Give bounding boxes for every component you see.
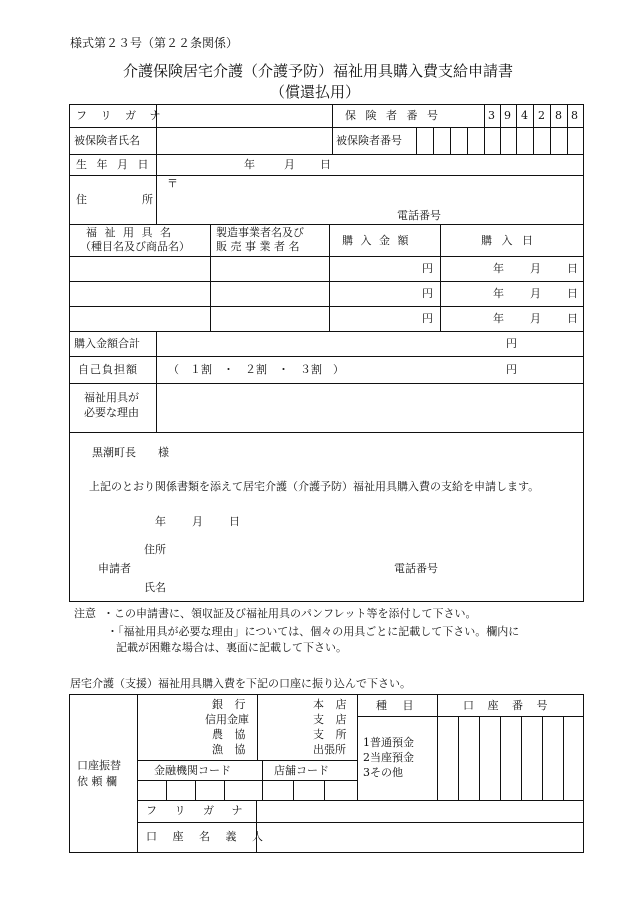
- date-header: 購 入 日: [481, 234, 536, 247]
- insured-number-label: 被保険者番号: [336, 134, 402, 147]
- row1-month: 月: [530, 262, 541, 275]
- birth-day-label: 日: [320, 158, 331, 171]
- branch-type-office[interactable]: 支 所: [313, 728, 351, 741]
- row2-year: 年: [493, 287, 504, 300]
- row2-yen: 円: [422, 287, 433, 300]
- row3-yen: 円: [422, 312, 433, 325]
- equipment-name-header: 福 祉 用 具 名: [86, 226, 173, 239]
- birthdate-label: 生 年 月 日: [76, 158, 152, 171]
- address-label-2: 所: [142, 193, 153, 206]
- note-line-1: ・この申請書に、領収証及び福祉用具のパンフレット等を添付して下さい。: [103, 607, 477, 620]
- note-line-3: 記載が困難な場合は、裏面に記載して下さい。: [116, 641, 347, 654]
- bank-code-label: 金融機関コード: [154, 764, 231, 777]
- row3-day: 日: [567, 312, 578, 325]
- account-number-header: 口 座 番 号: [463, 699, 553, 712]
- address-label-1: 住: [76, 193, 87, 206]
- declaration-month: 月: [192, 515, 203, 528]
- insured-number-field[interactable]: [417, 128, 583, 153]
- birth-month-label: 月: [284, 158, 295, 171]
- note-line-2: ・「福祉用具が必要な理由」については、個々の用具ごとに記載して下さい。欄内に: [107, 625, 520, 638]
- reason-field[interactable]: [157, 384, 583, 431]
- postal-mark: 〒: [167, 177, 178, 190]
- account-type-header: 種 目: [376, 699, 420, 712]
- total-label: 購入金額合計: [74, 337, 140, 350]
- address-field[interactable]: [157, 176, 583, 223]
- equipment-name-subheader: （種目名及び商品名）: [80, 240, 190, 253]
- form-title: 介護保険居宅介護（介護予防）福祉用具購入費支給申請書: [123, 62, 514, 80]
- insurer-digit-4: 2: [538, 109, 545, 122]
- account-furigana-label: フ リ ガ ナ: [146, 804, 250, 817]
- form-subtitle: （償還払用）: [270, 83, 361, 101]
- declaration-statement: 上記のとおり関係書類を添えて居宅介護（介護予防）福祉用具購入費の支給を申請します。: [89, 480, 540, 493]
- branch-type-main[interactable]: 本 店: [313, 698, 351, 711]
- amount-header: 購 入 金 額: [342, 234, 411, 247]
- account-type-ordinary[interactable]: 1普通預金: [363, 736, 414, 749]
- branch-type-branch[interactable]: 支 店: [313, 713, 351, 726]
- account-name-field[interactable]: [257, 823, 583, 852]
- copay-options[interactable]: （ １割 ・ ２割 ・ ３割 ）: [168, 363, 344, 376]
- declaration-day: 日: [229, 515, 240, 528]
- addressee: 黒潮町長 様: [92, 446, 169, 459]
- row3-year: 年: [493, 312, 504, 325]
- copay-label: 自己負担額: [78, 363, 138, 376]
- insured-name-label: 被保険者氏名: [74, 134, 140, 147]
- form-number: 様式第２３号（第２２条関係）: [70, 36, 239, 50]
- row2-day: 日: [567, 287, 578, 300]
- row1-day: 日: [567, 262, 578, 275]
- reason-label-2: 必要な理由: [84, 406, 139, 419]
- applicant-name-label: 氏名: [144, 581, 166, 594]
- reason-label-1: 福祉用具が: [84, 391, 139, 404]
- insurer-number-label: 保 険 者 番 号: [345, 109, 441, 122]
- branch-type-sub[interactable]: 出張所: [313, 743, 346, 756]
- insurer-digit-3: 4: [521, 109, 528, 122]
- account-type-other[interactable]: 3その他: [363, 766, 403, 779]
- note-label: 注意: [74, 607, 96, 620]
- account-name-label: 口 座 名 義 人: [146, 830, 269, 843]
- branch-code-label: 店舗コード: [274, 764, 329, 777]
- copay-yen: 円: [506, 363, 517, 376]
- maker-subheader: 販 売 事 業 者 名: [216, 240, 300, 253]
- bank-type-agri[interactable]: 農 協: [212, 728, 250, 741]
- insured-name-field[interactable]: [157, 128, 331, 153]
- insurer-digit-6: 8: [571, 109, 578, 122]
- row1-yen: 円: [422, 262, 433, 275]
- account-furigana-field[interactable]: [257, 801, 583, 821]
- total-yen: 円: [506, 337, 517, 350]
- applicant-label: 申請者: [98, 562, 131, 575]
- insurer-digit-1: 3: [488, 109, 495, 122]
- birth-year-label: 年: [244, 158, 255, 171]
- furigana-field[interactable]: [157, 105, 331, 126]
- bank-label-1: 口座振替: [77, 759, 121, 772]
- insurer-digit-2: 9: [504, 109, 511, 122]
- row2-month: 月: [530, 287, 541, 300]
- bank-type-bank[interactable]: 銀 行: [212, 698, 250, 711]
- bank-label-2: 依 頼 欄: [77, 775, 117, 788]
- row3-month: 月: [530, 312, 541, 325]
- bank-type-fish[interactable]: 漁 協: [212, 743, 250, 756]
- furigana-label: フ リ ガ ナ: [76, 109, 166, 122]
- row1-year: 年: [493, 262, 504, 275]
- address-phone-label: 電話番号: [397, 209, 441, 222]
- declaration-year: 年: [155, 515, 166, 528]
- maker-header: 製造事業者名及び: [216, 226, 304, 239]
- bank-intro: 居宅介護（支援）福祉用具購入費を下記の口座に振り込んで下さい。: [70, 677, 411, 690]
- applicant-phone-label: 電話番号: [394, 562, 438, 575]
- bank-type-credit[interactable]: 信用金庫: [205, 713, 249, 726]
- insurer-digit-5: 8: [555, 109, 562, 122]
- applicant-address-label: 住所: [144, 543, 166, 556]
- account-type-current[interactable]: 2当座預金: [363, 751, 414, 764]
